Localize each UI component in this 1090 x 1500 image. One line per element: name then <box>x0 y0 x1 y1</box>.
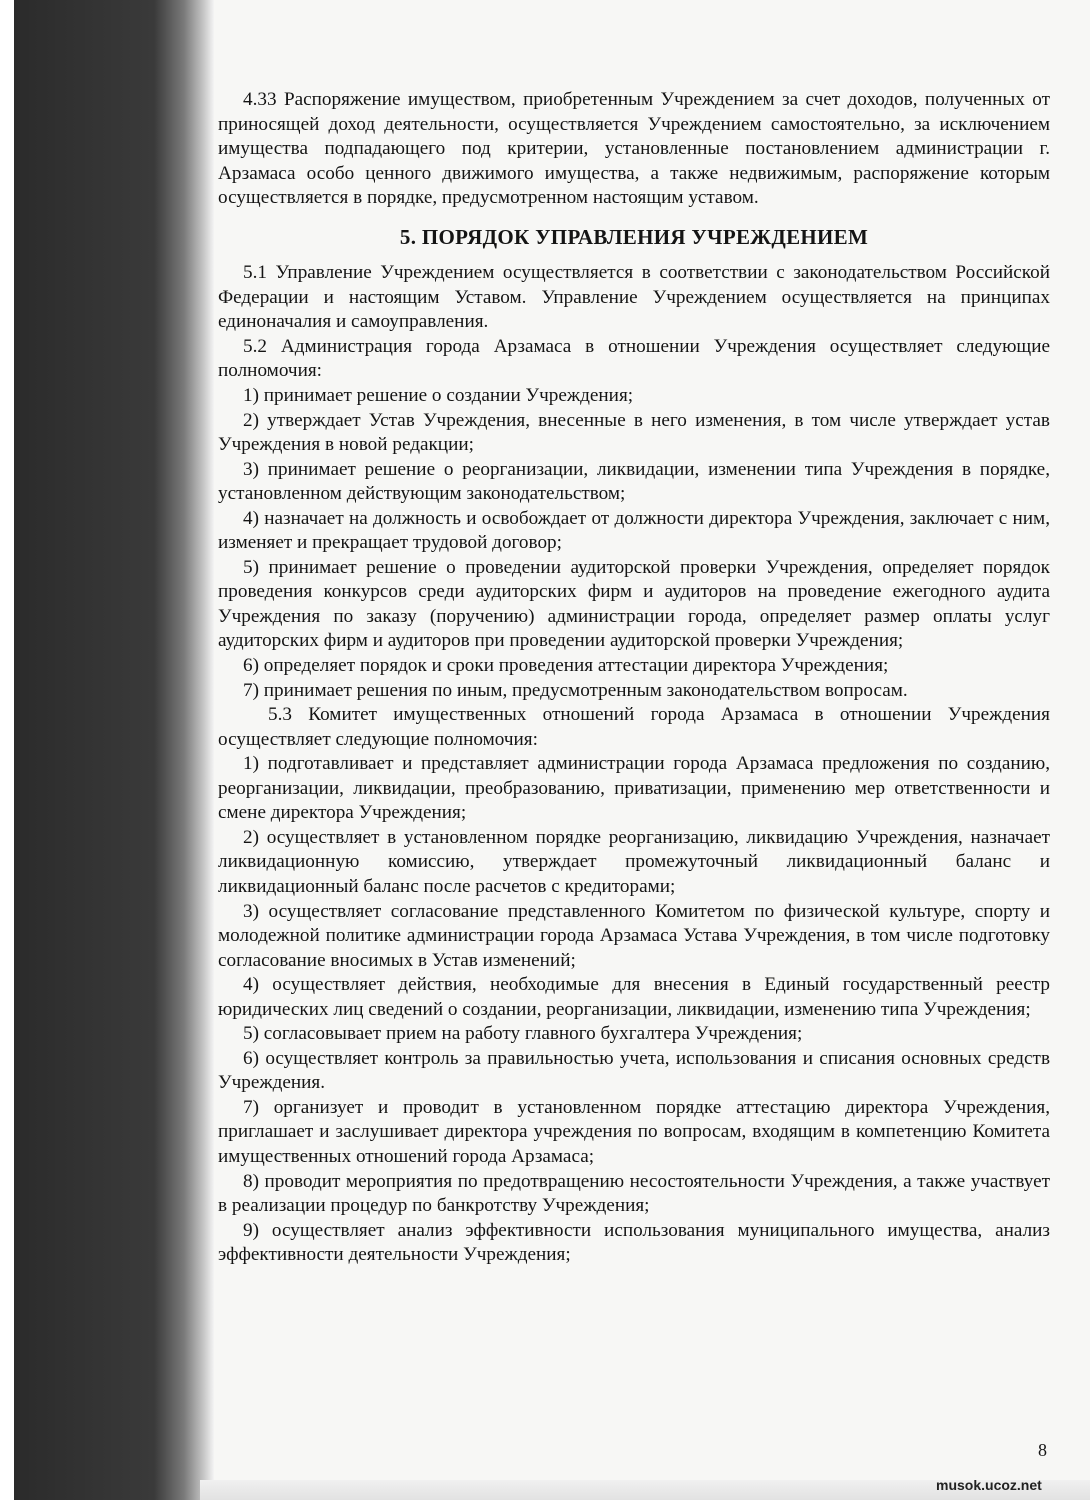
page-number: 8 <box>1038 1440 1047 1460</box>
list-item: 8) проводит мероприятия по предотвращению несостоятельности Учреждения, а также участвует в реализации процедур по банкротству Учреждения; <box>218 1170 1050 1217</box>
list-item: 3) осуществляет согласование представленного Комитетом по физической культуре, спорту и молодежной политике администрации города Арзамаса Устава Учреждения, в том числе подготовку согласование вносимых в Устав изменений; <box>218 900 1050 971</box>
list-item: 2) осуществляет в установленном порядке реорганизацию, ликвидацию Учреждения, назначает ликвидационную комиссию, утверждает промежуточный ликвидационный баланс и ликвидационный баланс после расчетов с кредиторами; <box>218 826 1050 897</box>
list-item: 4) назначает на должность и освобождает от должности директора Учреждения, заключает с ним, изменяет и прекращает трудовой договор; <box>218 507 1050 554</box>
watermark: musok.ucoz.net <box>936 1477 1042 1493</box>
list-item: 6) осуществляет контроль за правильностью учета, использования и списания основных средств Учреждения. <box>218 1047 1050 1094</box>
list-item: 7) организует и проводит в установленном порядке аттестацию директора Учреждения, приглашает и заслушивает директора учреждения по вопросам, входящим в компетенцию Комитета имущественных отношений города Арзамаса; <box>218 1096 1050 1167</box>
list-item: 6) определяет порядок и сроки проведения аттестации директора Учреждения; <box>243 655 889 677</box>
document-body <box>218 88 1050 1268</box>
list-item: 5) согласовывает прием на работу главного бухгалтера Учреждения; <box>243 1023 803 1045</box>
list-item: 3) принимает решение о реорганизации, ликвидации, изменении типа Учреждения в порядке, установленном действующим законодательством; <box>218 458 1050 505</box>
paragraph-4-33: 4.33 Распоряжение имуществом, приобретенным Учреждением за счет доходов, полученных от приносящей доход деятельности, осуществляется Учреждением самостоятельно, за исключением имущества подпадающего под критерии, установленные постановлением администрации г. Арзамаса особо ценного движимого имущества, а также недвижимым, распоряжение которым осуществляется в порядке, предусмотренном настоящим уставом. <box>218 89 1050 209</box>
paragraph-5-3: 5.3 Комитет имущественных отношений города Арзамаса в отношении Учреждения осуществляет следующие полномочия: <box>218 704 1050 750</box>
list-item: 1) подготавливает и представляет администрации города Арзамаса предложения по созданию, реорганизации, ликвидации, преобразованию, приватизации, применению мер ответственности и смене директора Учреждения; <box>218 753 1050 824</box>
list-item: 5) принимает решение о проведении аудиторской проверки Учреждения, определяет порядок проведения конкурсов среди аудиторских фирм и аудиторов на проведение ежегодного аудита Учреждения по заказу (поручению) администрации города, определяет размер оплаты услуг аудиторских фирм и аудиторов при проведении аудиторской проверки Учреждения; <box>218 556 1050 652</box>
list-item: 1) принимает решение о создании Учреждения; <box>243 385 634 407</box>
scan-edge <box>0 0 14 1500</box>
paragraph-5-2: 5.2 Администрация города Арзамаса в отношении Учреждения осуществляет следующие полномочия: <box>218 335 1050 382</box>
scan-binding-shadow <box>14 0 214 1500</box>
paragraph-5-1: 5.1 Управление Учреждением осуществляется в соответствии с законодательством Российской Федерации и настоящим Уставом. Управление Учреждением осуществляется на принципах единоначалия и самоуправления. <box>218 262 1050 333</box>
list-item: 7) принимает решения по иным, предусмотренным законодательством вопросам. <box>243 679 908 701</box>
list-item: 2) утверждает Устав Учреждения, внесенные в него изменения, в том числе утверждает устав Учреждения в новой редакции; <box>218 409 1050 456</box>
list-item: 9) осуществляет анализ эффективности использования муниципального имущества, анализ эффективности деятельности Учреждения; <box>218 1219 1050 1266</box>
section-title: 5. ПОРЯДОК УПРАВЛЕНИЯ УЧРЕЖДЕНИЕМ <box>399 224 869 249</box>
list-item: 4) осуществляет действия, необходимые для внесения в Единый государственный реестр юридических лиц сведений о создании, реорганизации, ликвидации, изменению типа Учреждения; <box>218 974 1050 1020</box>
